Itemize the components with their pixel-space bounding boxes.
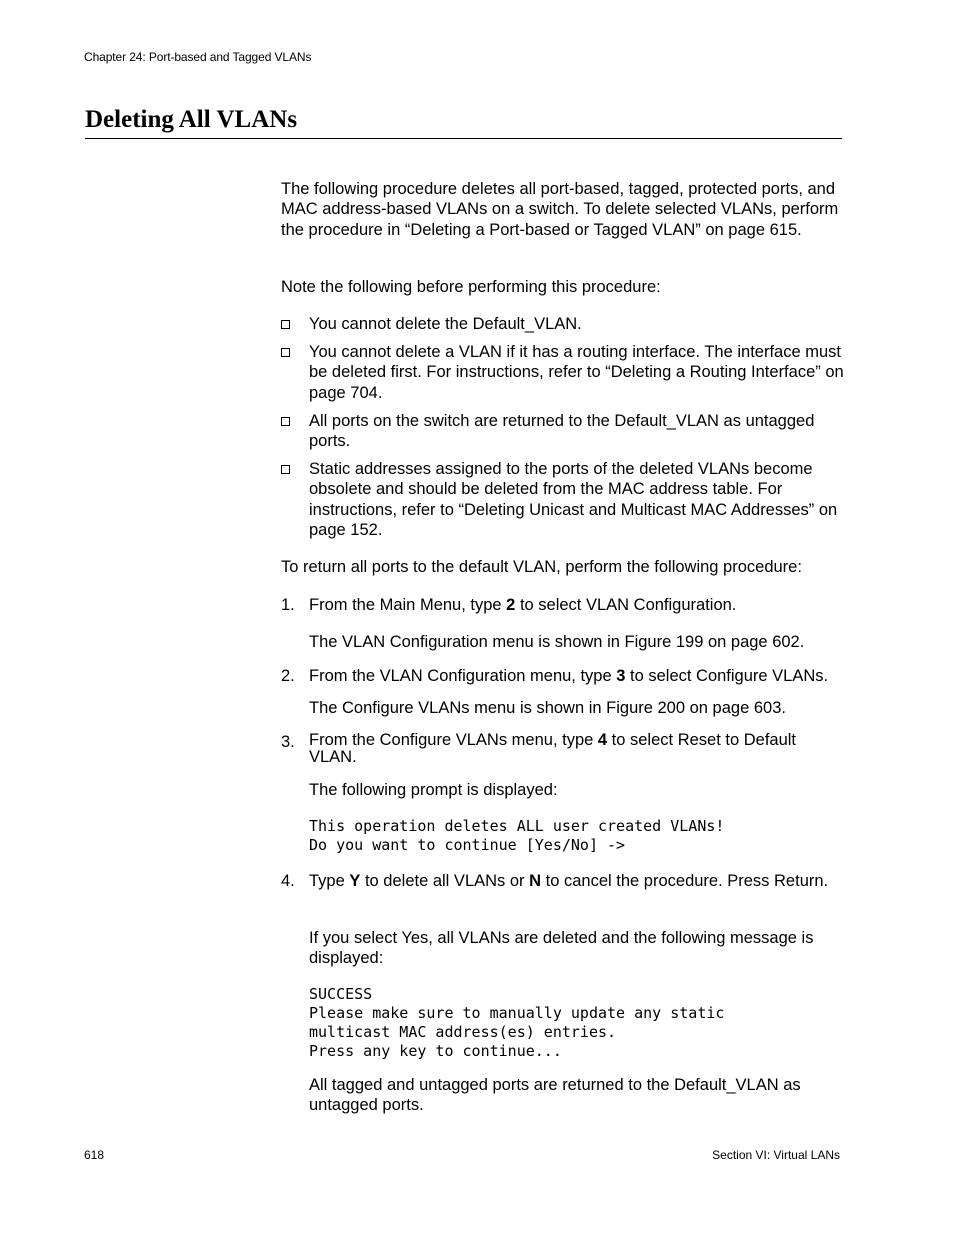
procedure-intro bbox=[281, 557, 846, 577]
section-footer: Section VI: Virtual LANs bbox=[712, 1148, 840, 1162]
checkbox-bullet-icon bbox=[281, 348, 290, 357]
step-text bbox=[309, 732, 846, 766]
step-key: 3 bbox=[616, 667, 626, 685]
step-key: 2 bbox=[506, 596, 516, 614]
step-result: The Configure VLANs menu is shown in Figure 200 on page 603. bbox=[309, 699, 786, 717]
page-title: Deleting All VLANs bbox=[85, 106, 842, 139]
intro-paragraph bbox=[281, 179, 846, 240]
bullet-text: All ports on the switch are returned to the Default_VLAN as untagged ports. bbox=[309, 412, 815, 451]
step-text-after: to select VLAN Configuration. bbox=[515, 596, 737, 614]
step-result: If you select Yes, all VLANs are deleted and the following message is displayed: bbox=[309, 929, 814, 968]
step-text bbox=[309, 595, 846, 615]
bullet-text: Static addresses assigned to the ports of the deleted VLANs become obsolete and should be deleted from the MAC address table. For instructions, refer to “Deleting Unicast and Multicast MAC Addresses” on page 152. bbox=[309, 460, 838, 540]
step-result: The VLAN Configuration menu is shown in Figure 199 on page 602. bbox=[309, 633, 805, 651]
step-key: Y bbox=[349, 872, 361, 890]
step-text-middle: to delete all VLANs or bbox=[360, 872, 530, 890]
note-intro-text: Note the following before performing this procedure: bbox=[281, 278, 661, 296]
note-intro bbox=[281, 277, 846, 297]
step-text-before: From the VLAN Configuration menu, type bbox=[309, 667, 617, 685]
running-header: Chapter 24: Port-based and Tagged VLANs bbox=[84, 50, 312, 64]
bullet-text: You cannot delete a VLAN if it has a routing interface. The interface must be deleted first. For instructions, refer to “Deleting a Routing Interface” on page 704. bbox=[309, 343, 844, 402]
step-number: 1. bbox=[281, 596, 295, 614]
step-number: 2. bbox=[281, 667, 295, 685]
step-text-before: From the Main Menu, type bbox=[309, 596, 507, 614]
step-text bbox=[309, 666, 846, 686]
step-number: 3. bbox=[281, 733, 295, 751]
closing-paragraph: All tagged and untagged ports are returned to the Default_VLAN as untagged ports. bbox=[309, 1076, 801, 1115]
step-text-before: From the Configure VLANs menu, type bbox=[309, 731, 598, 749]
step-text-after: to select Configure VLANs. bbox=[625, 667, 829, 685]
step-text-before: Type bbox=[309, 872, 350, 890]
checkbox-bullet-icon bbox=[281, 417, 290, 426]
step-number: 4. bbox=[281, 872, 295, 890]
step-text bbox=[309, 871, 846, 891]
prompt-code-block: This operation deletes ALL user created VLANs! Do you want to continue [Yes/No] -> bbox=[309, 817, 725, 854]
step-result: The following prompt is displayed: bbox=[309, 781, 558, 799]
intro-text: The following procedure deletes all port-based, tagged, protected ports, and MAC address-based VLANs on a switch. To delete selected VLANs, perform the procedure in “Deleting a Port-based or Tagged VLAN” on page 615. bbox=[281, 180, 839, 239]
checkbox-bullet-icon bbox=[281, 465, 290, 474]
page-number: 618 bbox=[84, 1148, 105, 1162]
success-code-block: SUCCESS Please make sure to manually update any static multicast MAC address(es) entries. Press any key to continue... bbox=[309, 985, 725, 1060]
step-text-after: to select Reset to Default VLAN. bbox=[309, 731, 797, 766]
bullet-text: You cannot delete the Default_VLAN. bbox=[309, 315, 582, 333]
step-text-after: to cancel the procedure. Press Return. bbox=[541, 872, 829, 890]
procedure-intro-text: To return all ports to the default VLAN, perform the following procedure: bbox=[281, 558, 802, 576]
checkbox-bullet-icon bbox=[281, 320, 290, 329]
step-key: N bbox=[529, 872, 542, 890]
step-key: 4 bbox=[597, 731, 608, 749]
